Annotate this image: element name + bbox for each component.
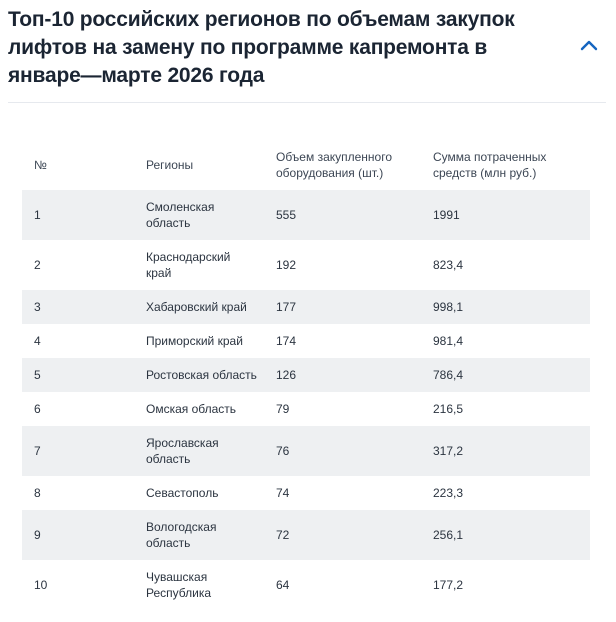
cell-region: Ростовская область [146,368,257,382]
table-row [22,324,590,358]
cell-sum: 177,2 [433,578,464,592]
cell-number: 5 [34,368,41,382]
cell-quantity: 555 [276,208,297,222]
col-header-sum [433,140,590,190]
cell-sum: 981,4 [433,334,464,348]
regions-table [22,140,590,610]
table-row [22,240,590,290]
cell-number: 10 [34,578,48,592]
cell-quantity: 64 [276,578,290,592]
cell-region [146,426,276,476]
table-row [22,358,590,392]
col-header-quantity [276,140,433,190]
table-row [22,560,590,610]
table-row [22,190,590,240]
table-row [22,476,590,510]
table-title: Топ-10 российских регионов по объемам закупок лифтов на замену по программе капремонта в январе—марте 2026 года [8,8,515,87]
region-label: Чувашская Республика [146,570,212,600]
cell-quantity: 79 [276,402,290,416]
cell-sum: 256,1 [433,528,464,542]
cell-region [146,560,276,610]
col-header-quantity-label: Объем закупленного оборудования (шт.) [276,150,393,180]
cell-quantity: 76 [276,444,290,458]
table-row [22,392,590,426]
cell-region: Приморский край [146,334,243,348]
col-header-sum-label: Сумма потраченных средств (млн руб.) [433,150,547,180]
cell-number: 9 [34,528,41,542]
cell-number: 3 [34,300,41,314]
cell-sum: 216,5 [433,402,464,416]
cell-quantity: 174 [276,334,297,348]
table-row [22,290,590,324]
cell-quantity: 72 [276,528,290,542]
region-label: Вологодская область [146,520,217,550]
cell-number: 8 [34,486,41,500]
cell-region [146,190,276,240]
cell-region [146,240,276,290]
cell-region: Хабаровский край [146,300,247,314]
region-label: Ярославская область [146,436,219,466]
cell-number: 4 [34,334,41,348]
cell-number: 6 [34,402,41,416]
chevron-up-icon [580,40,598,51]
col-header-region: Регионы [146,158,194,172]
cell-quantity: 126 [276,368,297,382]
cell-sum: 823,4 [433,258,464,272]
cell-quantity: 177 [276,300,297,314]
collapse-button[interactable] [578,36,600,54]
cell-quantity: 192 [276,258,297,272]
cell-sum: 223,3 [433,486,464,500]
region-label: Краснодарский край [146,250,231,280]
cell-number: 2 [34,258,41,272]
table-row [22,510,590,560]
cell-sum: 1991 [433,208,460,222]
cell-region: Омская область [146,402,237,416]
cell-sum: 998,1 [433,300,464,314]
card-header [8,6,606,103]
region-label: Смоленская область [146,200,215,230]
cell-sum: 317,2 [433,444,464,458]
cell-number: 1 [34,208,41,222]
cell-number: 7 [34,444,41,458]
table-header-row [22,140,590,190]
cell-quantity: 74 [276,486,290,500]
cell-region: Севастополь [146,486,219,500]
table-row [22,426,590,476]
cell-sum: 786,4 [433,368,464,382]
col-header-number: № [34,158,47,172]
cell-region [146,510,276,560]
